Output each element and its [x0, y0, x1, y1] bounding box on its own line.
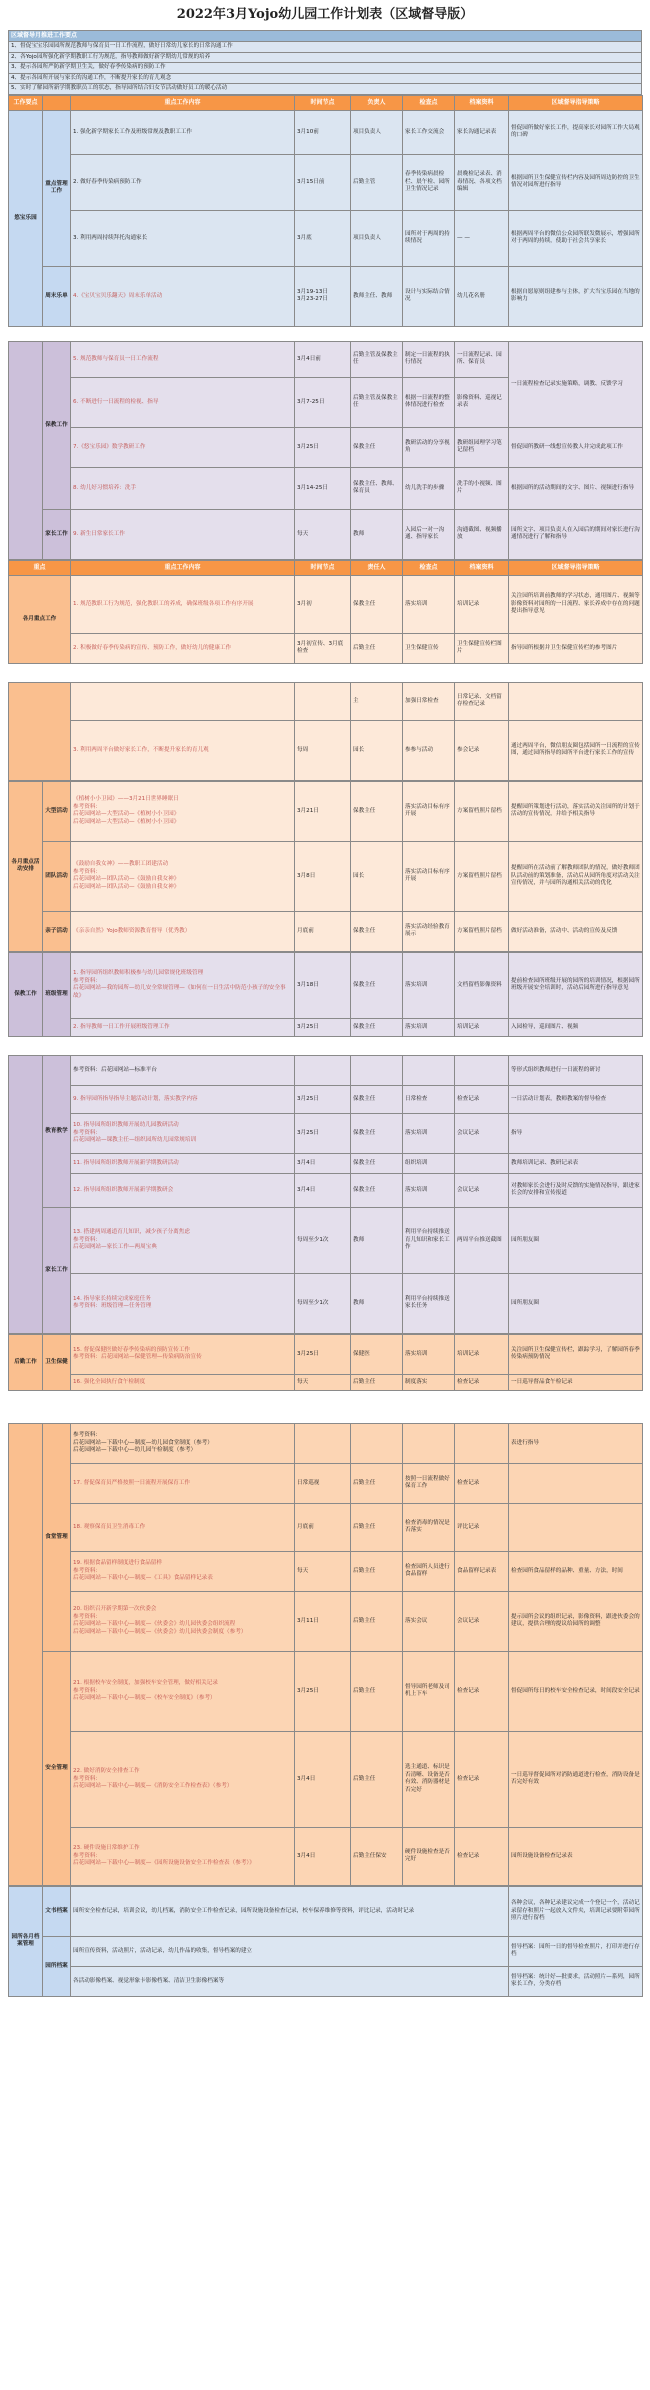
task-check: 参参与活动 [403, 720, 455, 780]
category-cell [9, 1055, 43, 1333]
task-strategy: 提醒园所策划进行活动，落实活动关注园所的计划于活动的宣传情况，并给予相关指导 [509, 781, 643, 841]
plan-table-8 [8, 1423, 643, 1886]
task-strategy: 园所设施设备检查记录表 [509, 1827, 643, 1885]
task-time: 每天 [295, 509, 351, 559]
task-content: 9. 新生日常家长工作 [71, 509, 295, 559]
task-content: 23. 硬件设施日常维护工作 参考资料： 后花园网站—下载中心—制度—《园所设施设备安全工作检查表（参考）》 [71, 1827, 295, 1885]
task-content: 园所安全检查记录，培训会议，幼儿档案，消防安全工作检查记录，园所设施设备检查记录，校车保养维修等资料，评比记录，活动时记录 [71, 1886, 509, 1936]
category-cell: 后勤工作 [9, 1334, 43, 1390]
task-time: 3月25日 [295, 1085, 351, 1113]
task-content: 9. 指导园所指导指导主题活动计划，落实教学内容 [71, 1085, 295, 1113]
task-time: 每周至少1次 [295, 1207, 351, 1273]
header-cell: 区域督导指导策略 [509, 560, 643, 575]
task-strategy: 根据两周平台的微信公众园所联发微展示，增强园所对于两周的持续，使助于社会共享家长 [509, 210, 643, 266]
task-content: 3. 利用两周持续拜托沟通家长 [71, 210, 295, 266]
task-check [403, 1055, 455, 1085]
task-owner: 后勤主任 [351, 1551, 403, 1591]
task-strategy: 督导档案：统计好—批要求，活动照片—系列，园所家长工作，分类存档 [509, 1966, 643, 1996]
task-strategy: 一日流程检查记录实施策略，调教、反馈学习 [509, 341, 643, 427]
task-content: 3. 利用两周平台做好家长工作，不断提升家长的育儿观 [71, 720, 295, 780]
task-content: 参考资料： 后花园网站—下载中心—制度—幼儿园食堂制度（参考） 后花园网站—下载中心—幼儿园午检制度（参考） [71, 1423, 295, 1463]
task-owner: 后勤主任 [351, 1651, 403, 1731]
task-file: 会议记录 [455, 1173, 509, 1207]
header-cell: 区域督导指导策略 [509, 95, 643, 110]
task-owner: 保教主任 [351, 575, 403, 633]
task-check: 利用平台持续推送家长任务 [403, 1273, 455, 1333]
task-content: 2. 做好春季传染病预防工作 [71, 154, 295, 210]
task-file [455, 1273, 509, 1333]
task-owner: 园长 [351, 841, 403, 911]
header-cell: 档案资料 [455, 560, 509, 575]
task-strategy: 督促园所教研一线想宣传教人并完成此项工作 [509, 427, 643, 467]
task-time: 3月11日 [295, 1591, 351, 1651]
task-check: 家长工作交流会 [403, 110, 455, 154]
task-strategy: 提示园所会议的组织记录，影像资料，跟进伙委会的建议，提供合理的提议给园所的调整 [509, 1591, 643, 1651]
task-owner: 保教主任 [351, 1018, 403, 1036]
task-content: 17. 督促保育员严格按照一日流程开展保育工作 [71, 1463, 295, 1503]
subcategory-cell: 大型活动 [43, 781, 71, 841]
task-check: 落实培训 [403, 1018, 455, 1036]
header-cell: 责任人 [351, 560, 403, 575]
task-file: 评比记录 [455, 1503, 509, 1551]
task-owner: 后勤主任 [351, 1591, 403, 1651]
task-check: 制度落实 [403, 1374, 455, 1390]
task-file: 会议记录 [455, 1591, 509, 1651]
task-check: 落实培训 [403, 1334, 455, 1374]
task-owner: 教师主任、教师 [351, 266, 403, 326]
task-strategy: 根据园所卫生保健宣传栏内容及园所周边防控的卫生情况对园所进行指导 [509, 154, 643, 210]
task-strategy: 督促园所每日的校车安全检查记录，时间段安全记录 [509, 1651, 643, 1731]
plan-table-2 [8, 341, 643, 560]
task-check: 根据一日流程的整体情况进行检查 [403, 377, 455, 427]
category-cell [9, 341, 43, 559]
task-file: 洗手的小视频、图片 [455, 467, 509, 509]
header-cell: 时间节点 [295, 560, 351, 575]
task-time: 3月初宣传、3月底检查 [295, 633, 351, 663]
task-check: 硬件设施检查是否完好 [403, 1827, 455, 1885]
task-file: 检查记录 [455, 1731, 509, 1827]
task-check: 加强日常检查 [403, 682, 455, 720]
plan-table-5 [8, 952, 643, 1037]
subcategory-cell: 园所档案 [43, 1936, 71, 1996]
task-file: 晨晚检记录表、消毒情况、各项文档编辑 [455, 154, 509, 210]
task-strategy: 根据自愿原则组建参与主体，扩大当宝乐园在当地的影响力 [509, 266, 643, 326]
goal-item: 2、各Yojo园所强化新学期教职工行为规范，指导教师做好新学期幼儿常规的培养 [9, 52, 642, 63]
header-cell: 检查点 [403, 560, 455, 575]
header-cell [43, 95, 71, 110]
task-time: 3月25日 [295, 1651, 351, 1731]
task-owner: 保教主任 [351, 1085, 403, 1113]
task-content: 16. 强化全园执行食午检制度 [71, 1374, 295, 1390]
task-strategy: 各种会议，各种记录建议完成一个登记一个，活动记录留存和照片一起放入文件夹，培训记录要附带园所照片进行留档 [509, 1886, 643, 1936]
subcategory-cell: 班级管理 [43, 952, 71, 1036]
task-content: 7.《悠宝乐园》数学教研工作 [71, 427, 295, 467]
task-file: 检查记录 [455, 1827, 509, 1885]
plan-document [8, 30, 642, 1997]
task-time [295, 1423, 351, 1463]
task-owner: 后勤主任 [351, 1731, 403, 1827]
task-time: 3月7-25日 [295, 377, 351, 427]
task-strategy: 关注园所培训前教师的学习状态，通用图片、视频等影像资料对园所的一日流程、家长养成中存在的问题提出指导意见 [509, 575, 643, 633]
task-time: 月底前 [295, 911, 351, 951]
task-time: 3月4日 [295, 1731, 351, 1827]
subcategory-cell: 重点管理工作 [43, 110, 71, 266]
task-owner: 保教主任 [351, 1153, 403, 1173]
task-time: 3月10前 [295, 110, 351, 154]
task-time: 3月19-13日 3月23-27日 [295, 266, 351, 326]
header-cell: 负责人 [351, 95, 403, 110]
task-content: 20. 组织召开新学期第一次伙委会 参考资料： 后花园网站—下载中心—制度—《伙委会》幼儿园伙委会组织流程 后花园网站—下载中心—制度—《伙委会》幼儿园伙委会制度（参考） [71, 1591, 295, 1651]
task-content: 《植树小小卫园》——3月21日世界睡眠日 参考资料： 后花园网站—大型活动—《植树小小卫园》 后花园网站—大型活动—《植树小小卫园》 [71, 781, 295, 841]
task-strategy: 园所文字、项目负责人在入园后的期间对家长进行沟通情况进行了解和指导 [509, 509, 643, 559]
task-time: 3月18日 [295, 952, 351, 1018]
task-file: 培训记录 [455, 575, 509, 633]
task-time: 每周至少1次 [295, 1273, 351, 1333]
task-file: 方案留档照片留档 [455, 841, 509, 911]
task-content: 5. 规范教师与保育员一日工作流程 [71, 341, 295, 377]
task-file: 日常记录、文档留存检查记录 [455, 682, 509, 720]
task-content: 21. 根据校车安全制度，加强校车安全管理，做好相关记录 参考资料： 后花园网站—下载中心—制度—《校车安全制度》（参考） [71, 1651, 295, 1731]
task-owner: 项目负责人 [351, 110, 403, 154]
task-strategy: 一日活动计划表，教师教案的督导检查 [509, 1085, 643, 1113]
task-content: 15. 督促保健医做好春季传染病的预防宣传工作 参考资料：后花园网站—保健管理—传染病防治宣传 [71, 1334, 295, 1374]
task-time: 3月8日 [295, 841, 351, 911]
task-file: 家长沟通记录表 [455, 110, 509, 154]
goal-item: 5、实时了解园所新学期教职员工的状态，指导园所结合妇女节活动做好员工的暖心活动 [9, 84, 642, 95]
task-owner: 后勤主任保安 [351, 1827, 403, 1885]
task-time: 每天 [295, 1374, 351, 1390]
task-strategy: 提醒园所在活动前了解教师团队的情况，做好教师团队活动前的策划准备，活动后从园所角度对活动关注宣传情况，并与园所沟通相关活动的优化 [509, 841, 643, 911]
task-check: 落实会议 [403, 1591, 455, 1651]
task-check: 幼儿洗手的步骤 [403, 467, 455, 509]
task-file [455, 1055, 509, 1085]
task-check: 落实活动目标有序开展 [403, 781, 455, 841]
task-content: 1. 规范教职工行为规范，强化教职工的养成，确保班级各项工作有序开展 [71, 575, 295, 633]
task-owner: 保教主任 [351, 1113, 403, 1153]
task-check: 设计与实际结合情况 [403, 266, 455, 326]
task-owner [351, 1423, 403, 1463]
task-content [71, 682, 295, 720]
task-check: 督导园所老师及司机上下车 [403, 1651, 455, 1731]
header-cell: 检查点 [403, 95, 455, 110]
category-cell: 悠宝乐园 [9, 110, 43, 326]
task-check: 园所对于两周的持续情况 [403, 210, 455, 266]
task-time: 3月25日 [295, 427, 351, 467]
task-check [403, 1423, 455, 1463]
plan-table-6 [8, 1055, 643, 1334]
task-content: 园所宣传资料，活动照片，活动记录，幼儿作品的收集，督导档案的建立 [71, 1936, 509, 1966]
task-file: 方案留档照片留档 [455, 911, 509, 951]
task-file: 参会记录 [455, 720, 509, 780]
task-owner: 保健医 [351, 1334, 403, 1374]
task-file: 检查记录 [455, 1374, 509, 1390]
task-strategy: 指导 [509, 1113, 643, 1153]
task-time: 3月25日 [295, 1334, 351, 1374]
subcategory-cell: 文书档案 [43, 1886, 71, 1936]
task-strategy: 根据园所的活动期间的文字、图片、视频进行指导 [509, 467, 643, 509]
plan-table-7 [8, 1334, 643, 1391]
task-content: 11. 指导园所组织教师开展新学期教研活动 [71, 1153, 295, 1173]
task-strategy: 一日巡导督品食午检记录 [509, 1374, 643, 1390]
task-time: 3月4日 [295, 1153, 351, 1173]
task-time [295, 682, 351, 720]
header-cell: 时间节点 [295, 95, 351, 110]
task-content: 12. 指导园所组织教师开展新学期教研会 [71, 1173, 295, 1207]
task-check: 组织培训 [403, 1153, 455, 1173]
task-file: 食品留样记录表 [455, 1551, 509, 1591]
task-file: — — [455, 210, 509, 266]
task-time: 3月25日 [295, 1113, 351, 1153]
category-cell: 各月重点工作 [9, 575, 71, 663]
task-file: 培训记录 [455, 1018, 509, 1036]
task-content: 《亲亲自然》Yojo教师资源教育督导（优秀教） [71, 911, 295, 951]
task-time: 3月4日 [295, 1827, 351, 1885]
task-check: 落实培训 [403, 575, 455, 633]
task-content: 2. 指导教师一日工作开展班级管理工作 [71, 1018, 295, 1036]
task-owner: 教师 [351, 1273, 403, 1333]
task-file: 两周平台推送截图 [455, 1207, 509, 1273]
task-content: 22. 做好消防安全排查工作 参考资料： 后花园网站—下载中心—制度—《消防安全工作检查表》（参考） [71, 1731, 295, 1827]
plan-table-4 [8, 781, 643, 952]
task-time: 每天 [295, 1551, 351, 1591]
task-content: 8. 幼儿好习惯培养：洗手 [71, 467, 295, 509]
subcategory-cell: 亲子活动 [43, 911, 71, 951]
subcategory-cell: 卫生保健 [43, 1334, 71, 1390]
task-check: 利用平台持续推送育儿知识和家长工作 [403, 1207, 455, 1273]
task-check: 落实培训 [403, 952, 455, 1018]
task-owner: 后勤主管及保教主任 [351, 341, 403, 377]
task-strategy: 检查园所食品留样的品种、重量、方法，时间 [509, 1551, 643, 1591]
subcategory-cell: 食堂管理 [43, 1423, 71, 1651]
task-file: 一日流程记录、园所、保育员 [455, 341, 509, 377]
task-file: 沟通截图、视频播放 [455, 509, 509, 559]
task-strategy: 入园检导，巡间图片、视频 [509, 1018, 643, 1036]
task-owner: 后勤主管及保教主任 [351, 377, 403, 427]
task-file: 影像资料、巡视记录表 [455, 377, 509, 427]
category-cell: 各月重点活动安排 [9, 781, 43, 951]
plan-table-3b [8, 682, 643, 781]
task-owner: 主 [351, 682, 403, 720]
task-strategy: 一日巡导督促园所对消防通道进行检查，消防设备是否完好有效 [509, 1731, 643, 1827]
task-check: 落实活动经验教育展示 [403, 911, 455, 951]
header-cell: 档案资料 [455, 95, 509, 110]
task-strategy: 对教师家长会进行及时反馈的实施情况指导，跟进家长会的安排和宣传报道 [509, 1173, 643, 1207]
plan-table-3 [8, 560, 643, 664]
task-strategy [509, 1463, 643, 1503]
task-check: 教研活动的分享视角 [403, 427, 455, 467]
task-time: 3月21日 [295, 781, 351, 841]
task-strategy: 等形式组织教师进行一日流程的研讨 [509, 1055, 643, 1085]
task-owner: 后勤主任 [351, 633, 403, 663]
task-content: 参考资料：后花园网站—标准平台 [71, 1055, 295, 1085]
subcategory-cell: 家长工作 [43, 1207, 71, 1333]
task-content: 13. 搭建两周通道育儿知识，减少孩子分离焦虑 参考资料： 后花园网站—家长工作—两周宝典 [71, 1207, 295, 1273]
task-content: 《鼓励自我女神》——教职工团建活动 参考资料： 后花园网站—团队活动—《鼓励自我女神》 后花园网站—团队活动—《鼓励自我女神》 [71, 841, 295, 911]
task-file: 检查记录 [455, 1463, 509, 1503]
task-time: 3月15日前 [295, 154, 351, 210]
header-cell: 重点工作内容 [71, 560, 295, 575]
task-owner: 保教主任、教师、保育员 [351, 467, 403, 509]
task-time [295, 1055, 351, 1085]
subcategory-cell: 保教工作 [43, 341, 71, 509]
task-strategy: 园所朋友圈 [509, 1273, 643, 1333]
task-check: 入园后一对一沟通、指导家长 [403, 509, 455, 559]
subcategory-cell: 家长工作 [43, 509, 71, 559]
task-owner: 项目负责人 [351, 210, 403, 266]
subcategory-cell: 安全管理 [43, 1651, 71, 1885]
task-file: 教研组园理学习笔记留档 [455, 427, 509, 467]
task-owner: 保教主任 [351, 427, 403, 467]
task-check: 卫生保健宣传 [403, 633, 455, 663]
task-owner: 后勤主任 [351, 1374, 403, 1390]
goal-item: 4、提示各园所开展与家长的沟通工作，不断提升家长的育儿观念 [9, 73, 642, 84]
task-time: 每周 [295, 720, 351, 780]
task-file: 培训记录 [455, 1334, 509, 1374]
task-check: 日常检查 [403, 1085, 455, 1113]
task-check: 检查消毒的情况是否落实 [403, 1503, 455, 1551]
task-file: 检查记录 [455, 1085, 509, 1113]
category-cell: 园所各月档案管理 [9, 1886, 43, 1996]
task-owner: 保教主任 [351, 952, 403, 1018]
header-cell: 重点工作内容 [71, 95, 295, 110]
task-file: 检查记录 [455, 1651, 509, 1731]
task-owner: 保教主任 [351, 911, 403, 951]
header-cell: 重点 [9, 560, 71, 575]
category-cell [9, 682, 71, 780]
task-check: 按照一日流程做好保育工作 [403, 1463, 455, 1503]
task-time: 3月14-25日 [295, 467, 351, 509]
task-file: 会议记录 [455, 1113, 509, 1153]
task-owner [351, 1055, 403, 1085]
task-content: 19. 根据食品留样制度进行食品留样 参考资料： 后花园网站—下载中心—制度—《工具》食品留样记录表 [71, 1551, 295, 1591]
task-content: 1. 强化新学期家长工作及班级常规及教职工工作 [71, 110, 295, 154]
task-check: 制定一日流程的执行情况 [403, 341, 455, 377]
task-content: 14. 指导家长持续完成家庭任务 参考资料：班级管理—任务管理 [71, 1273, 295, 1333]
task-time: 3月4日前 [295, 341, 351, 377]
task-time: 3月25日 [295, 1018, 351, 1036]
task-owner: 园长 [351, 720, 403, 780]
task-check: 选主通道、标识是否清晰、设备是否有效、消防器材是否完好 [403, 1731, 455, 1827]
task-time: 日常巡视 [295, 1463, 351, 1503]
task-owner: 教师 [351, 1207, 403, 1273]
page-title: 2022年3月Yojo幼儿园工作计划表（区域督导版） [176, 7, 474, 22]
task-strategy: 督导档案：园所一日的督导检查照片，打印并进行存档 [509, 1936, 643, 1966]
plan-table-1 [8, 95, 643, 327]
task-file: 幼儿花名册 [455, 266, 509, 326]
task-owner: 保教主任 [351, 1173, 403, 1207]
task-content: 1. 指导园所组织教师积极参与幼儿园常规化班级管理 参考资料： 后花园网站—我的园所—幼儿安全常规管理—《如何在一日生活中防范小孩子的安全事故》 [71, 952, 295, 1018]
goals-heading: 区域督导月推进工作要点 [9, 31, 642, 42]
task-strategy: 督促园所做好家长工作，提高家长对园所工作大局观的口碑 [509, 110, 643, 154]
task-strategy: 通过两周平台，微信朋友圈包括园所一日流程的宣传图，通过园所指导的园所平台进行家长工作的宣传 [509, 720, 643, 780]
task-content: 2. 积极做好春季传染病的宣传、预防工作，做好幼儿的健康工作 [71, 633, 295, 663]
task-strategy: 园所朋友圈 [509, 1207, 643, 1273]
task-strategy: 关注园所卫生保健宣传栏，跟踪学习，了解园所春季传染病预防情况 [509, 1334, 643, 1374]
category-cell [9, 1423, 43, 1885]
task-content: 10. 指导园所组织教师开展幼儿园教研活动 参考资料： 后花园网站—课教主任—组织园所幼儿园常规培训 [71, 1113, 295, 1153]
task-time: 月底前 [295, 1503, 351, 1551]
task-content: 各活动影像档案、视觉形象卡影像档案、清洁卫生影像档案等 [71, 1966, 509, 1996]
task-check: 落实培训 [403, 1113, 455, 1153]
task-check: 落实活动目标有序开展 [403, 841, 455, 911]
task-file [455, 1153, 509, 1173]
task-check: 春季传染病晨检栏、晨午检、园所卫生情况记录 [403, 154, 455, 210]
task-file: 文档留档影像资料 [455, 952, 509, 1018]
task-strategy: 表进行指导 [509, 1423, 643, 1463]
task-strategy: 教师培训记录、教研记录表 [509, 1153, 643, 1173]
goal-item: 1、督促宝宝乐园园所规范教师与保育员一日工作流程，做好日常幼儿家长的日常沟通工作 [9, 42, 642, 53]
task-owner: 后勤主任 [351, 1503, 403, 1551]
plan-table-9 [8, 1886, 643, 1997]
header-cell: 工作要点 [9, 95, 43, 110]
task-check: 落实培训 [403, 1173, 455, 1207]
task-file: 卫生保健宣传栏图片 [455, 633, 509, 663]
task-strategy: 做好活动准备，活动中、活动的宣传及反馈 [509, 911, 643, 951]
task-content: 6. 不断进行一日流程的检视、指导 [71, 377, 295, 427]
task-strategy [509, 682, 643, 720]
task-owner: 教师 [351, 509, 403, 559]
task-owner: 保教主任 [351, 781, 403, 841]
category-cell: 保教工作 [9, 952, 43, 1036]
task-strategy: 提前检查园所班级开展的园所的培训情况，根据园所班级开展安全培训时，活动后园所进行指导意见 [509, 952, 643, 1018]
task-content: 4.《宝贝宝贝乐翻天》周末乐单活动 [71, 266, 295, 326]
task-time: 3月4日 [295, 1173, 351, 1207]
goal-item: 3、提示各园所严防新学期卫生关，做好春季传染病的预防工作 [9, 63, 642, 74]
task-time: 3月初 [295, 575, 351, 633]
subcategory-cell: 周末乐单 [43, 266, 71, 326]
task-strategy: 指导园所根据并卫生保健宣传栏的参考图片 [509, 633, 643, 663]
task-content: 18. 观察保育员卫生消毒工作 [71, 1503, 295, 1551]
task-file: 方案留档照片留档 [455, 781, 509, 841]
subcategory-cell: 教育教学 [43, 1055, 71, 1207]
task-owner: 后勤主任 [351, 1463, 403, 1503]
task-check: 检查园所人员进行食品留样 [403, 1551, 455, 1591]
task-file [455, 1423, 509, 1463]
task-owner: 后勤主管 [351, 154, 403, 210]
goals-table [8, 30, 642, 95]
task-strategy [509, 1503, 643, 1551]
task-time: 3月底 [295, 210, 351, 266]
subcategory-cell: 团队活动 [43, 841, 71, 911]
